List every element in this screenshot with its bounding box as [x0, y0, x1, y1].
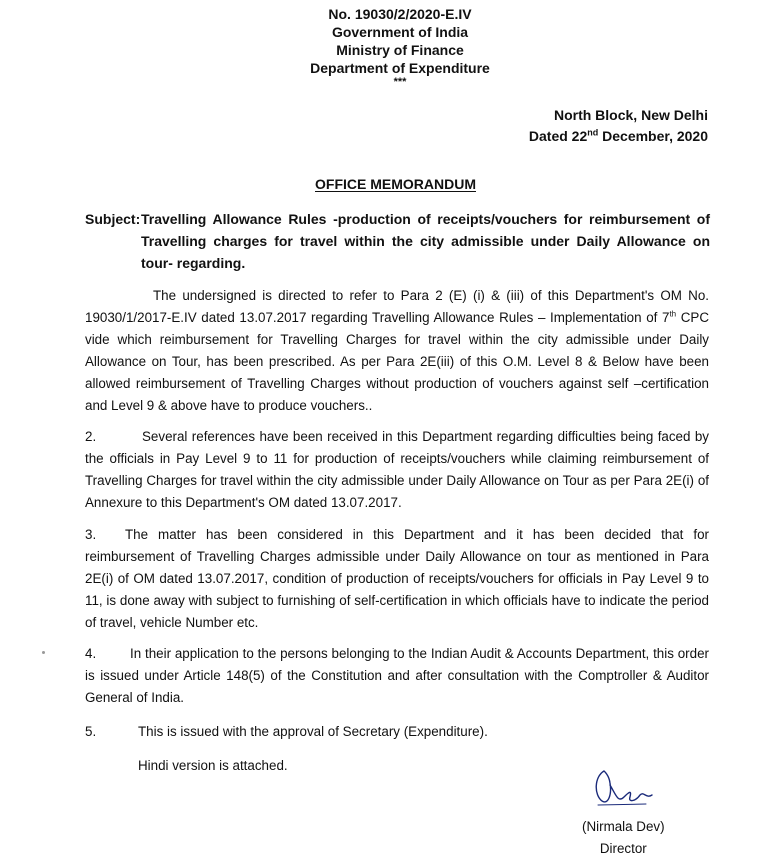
header-government: Government of India — [331, 24, 469, 40]
memo-title: OFFICE MEMORANDUM — [315, 176, 476, 192]
paragraph-1-ordinal: th — [669, 309, 677, 319]
header-department: Department of Expenditure — [310, 60, 490, 76]
paragraph-1 — [85, 285, 709, 417]
paragraph-5-number: 5. — [85, 724, 97, 739]
signature-image — [590, 765, 655, 810]
scan-mark — [42, 651, 45, 654]
paragraph-1-text-a: The undersigned is directed to refer to Para 2 (E) (i) & (iii) of this Department's OM No. 19030/1/2017-E.IV dated 13.07.2017 regarding Travelling Allowance Rules – Implementation of 7 — [85, 288, 709, 325]
place-and-date — [529, 105, 708, 147]
address: North Block, New Delhi — [553, 107, 708, 123]
paragraph-4-number: 4. — [85, 646, 97, 661]
paragraph-2-number: 2. — [85, 429, 97, 444]
paragraph-3-number: 3. — [85, 527, 97, 542]
paragraph-4-text: In their application to the persons belonging to the Indian Audit & Accounts Department, this order is issued under Article 148(5) of the Constitution and after consultation with the Comptroller & Auditor General of India. — [85, 646, 709, 705]
memo-number: No. 19030/2/2020-E.IV — [328, 6, 472, 22]
paragraph-3 — [85, 524, 709, 634]
hindi-version-note: Hindi version is attached. — [138, 758, 288, 773]
paragraph-5 — [85, 721, 709, 743]
date-line — [529, 126, 708, 147]
paragraph-2-text: Several references have been received in this Department regarding difficulties being faced by the officials in Pay Level 9 to 11 for production of receipts/vouchers while claiming reimbursement of Travelling Charges for travel within the city admissible under Daily Allowance on Tour as per Para 2E(i) of Annexure to this Department's OM dated 13.07.2017. — [85, 429, 709, 510]
date-ordinal: nd — [587, 127, 599, 138]
paragraph-4 — [85, 643, 709, 709]
date-suffix: December, 2020 — [598, 128, 708, 144]
document-header — [300, 5, 500, 87]
subject-text: Travelling Allowance Rules -production of receipts/vouchers for reimbursement of Travelling charges for travel within the city admissible under Daily Allowance on tour- regarding. — [141, 211, 710, 271]
paragraph-2 — [85, 426, 709, 514]
header-separator: *** — [393, 76, 407, 88]
header-ministry: Ministry of Finance — [336, 42, 464, 58]
paragraph-3-text: The matter has been considered in this Department and it has been decided that for reimbursement of Travelling Charges admissible under Daily Allowance on tour as mentioned in Para 2E(i) of OM dated 13.07.2017, condition of production of receipts/vouchers for officials in Pay Level 9 to 11, is done away with subject to furnishing of self-certification in which officials have to indicate the period of travel, vehicle Number etc. — [85, 527, 709, 630]
paragraph-5-text: This is issued with the approval of Secretary (Expenditure). — [138, 724, 488, 739]
signatory-designation: Director — [599, 841, 647, 856]
signatory-name: (Nirmala Dev) — [582, 819, 665, 834]
paragraph-1-text-b: CPC vide which reimbursement for Travelling Charges for travel within the city admissible under Daily Allowance on Tour, has been prescribed. As per Para 2E(iii) of this O.M. Level 8 & Below have been allowed reimbursement of Travelling Charges without production of vouchers against self –certification and Level 9 & above have to produce vouchers.. — [85, 310, 710, 413]
signatory-block — [582, 816, 665, 860]
subject-block — [85, 208, 710, 274]
date-prefix: Dated 22 — [528, 128, 588, 144]
subject-label: Subject: — [85, 211, 141, 227]
